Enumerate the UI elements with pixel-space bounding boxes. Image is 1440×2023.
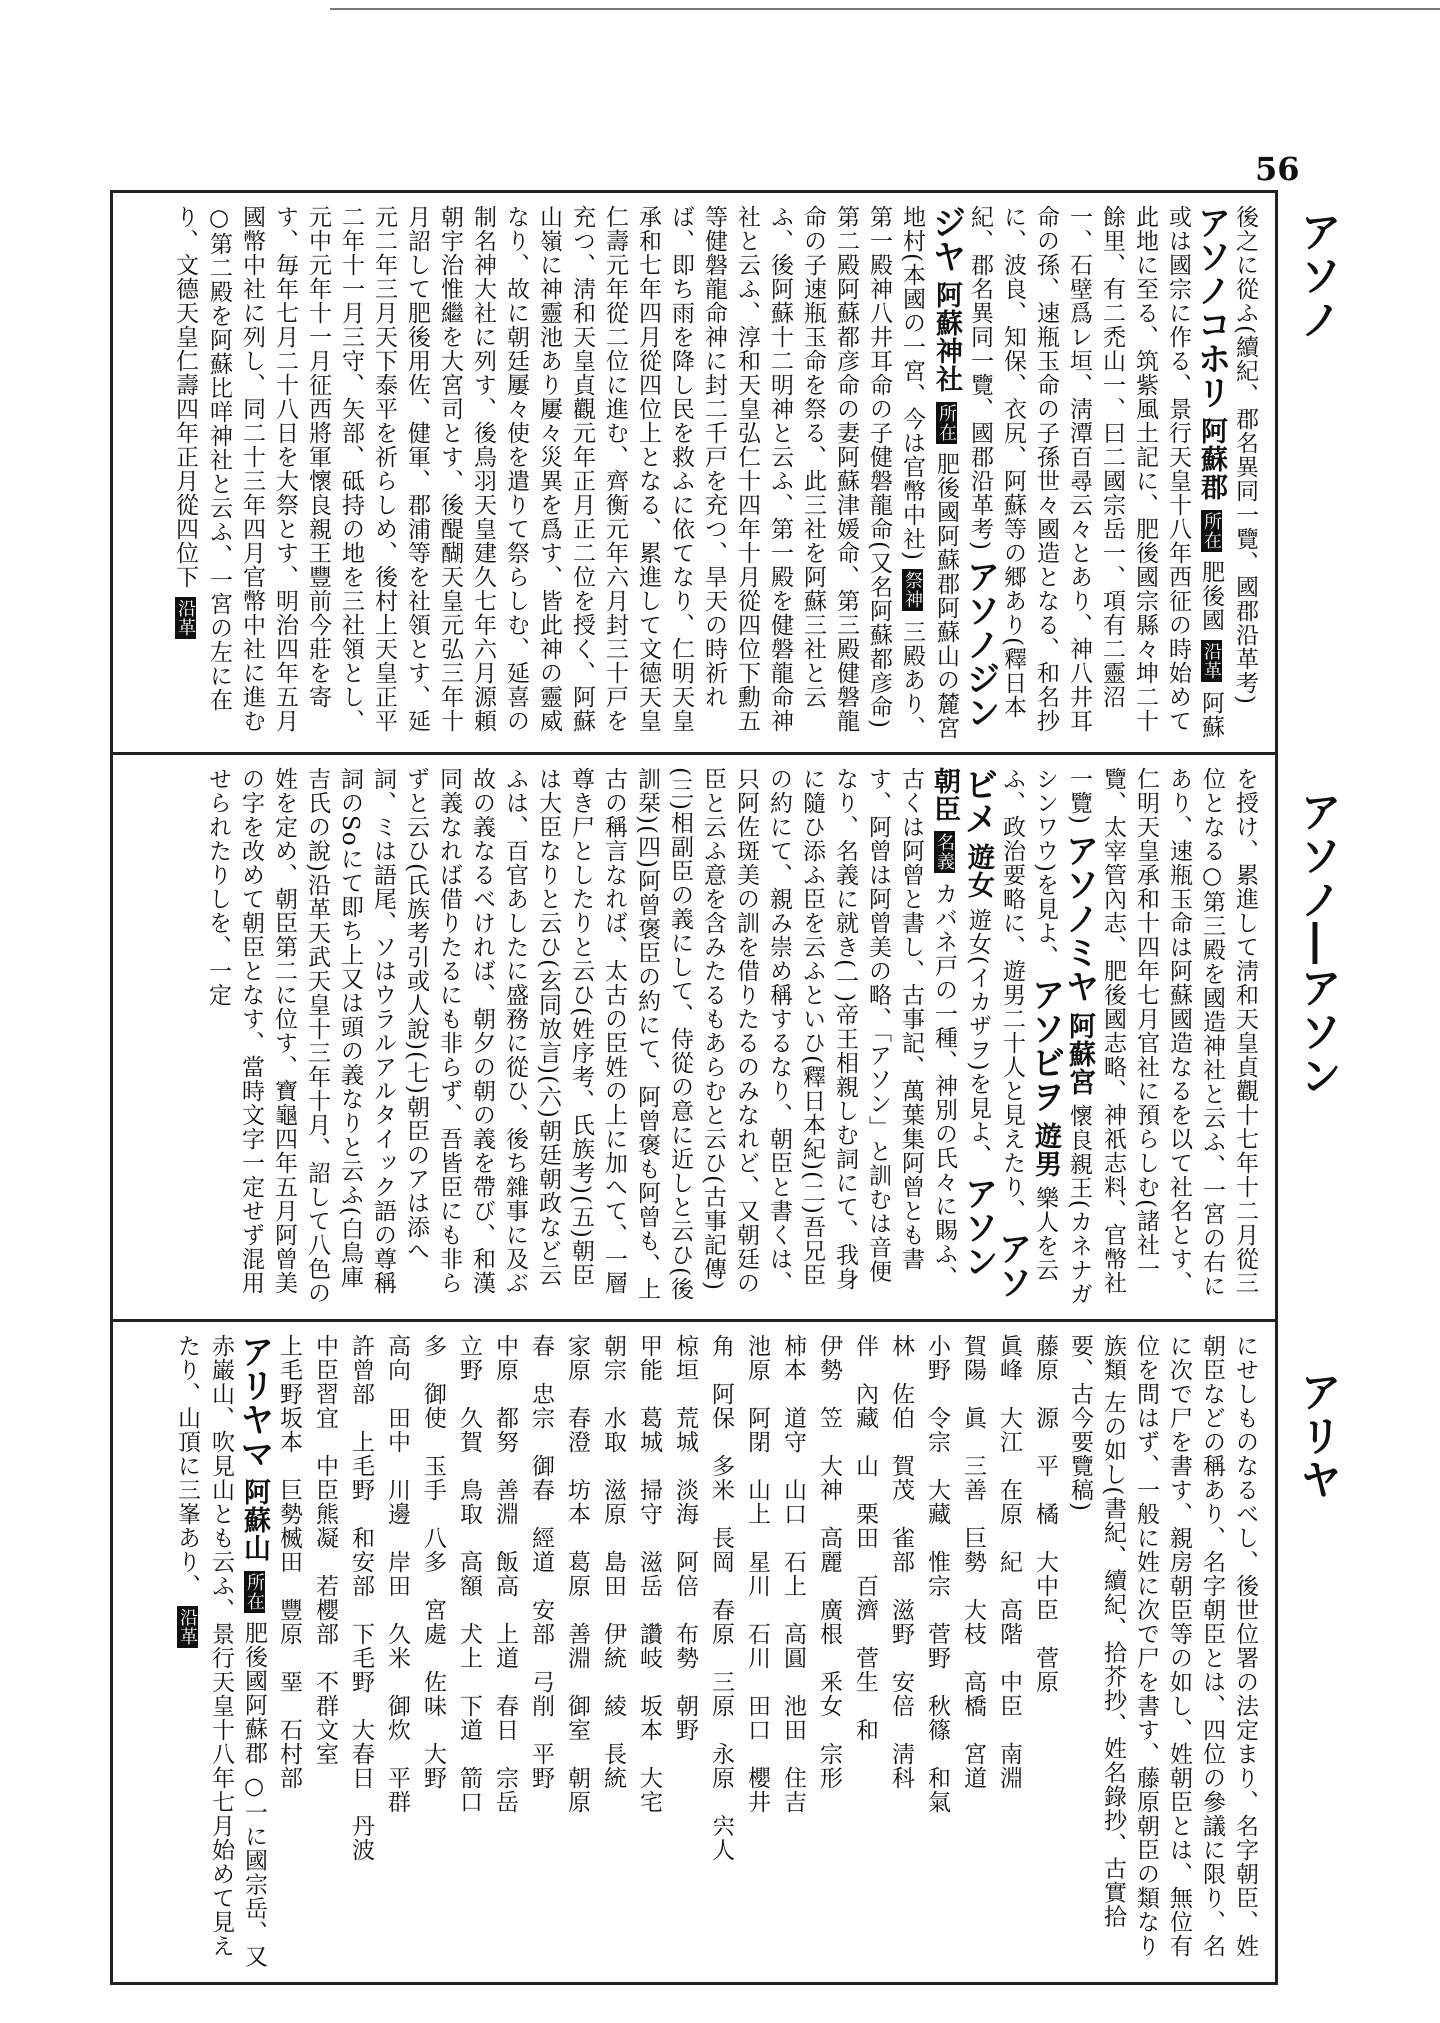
band-middle-text xyxy=(127,767,1261,1307)
surname-row: 伊勢 笠 大神 高麗 廣根 釆女 宗形 xyxy=(816,1334,842,1790)
tag-location: 所在 xyxy=(936,403,957,442)
continuation-text: 後之に從ふ(續紀、郡名異同一覽、國郡沿革考) xyxy=(1232,205,1258,705)
surname-list xyxy=(271,1334,1063,1970)
headword: アソノミヤ xyxy=(1059,833,1099,1004)
headword-kanji: 阿蘇郡 xyxy=(1196,417,1227,502)
tag-history: 沿革 xyxy=(175,599,196,638)
surname-row: 林 佐伯 賀茂 雀部 滋野 安倍 淸科 xyxy=(888,1334,914,1790)
band-bottom-text xyxy=(127,1334,1261,1970)
surname-row: 甲能 葛城 掃守 滋岳 讚岐 坂本 大宅 xyxy=(636,1334,662,1814)
surname-row: 多 御使 玉手 八多 宮處 佐味 大野 xyxy=(420,1334,446,1790)
surname-row: 柿本 道守 山口 石上 高圓 池田 住吉 xyxy=(780,1334,806,1814)
page-number: 56 xyxy=(1255,150,1300,188)
headword-kanji: 阿蘇山 xyxy=(239,1478,270,1563)
surname-row: 上毛野坂本 巨勢楲田 豐原 堊 石村部 xyxy=(276,1334,302,1790)
headword-kanji: 遊女 xyxy=(963,843,994,900)
surname-row: 伴 內藏 山 栗田 百濟 菅生 和 xyxy=(852,1334,878,1742)
entry-body: 三殿あり、第一殿神八井耳命の子健磐龍命(又名阿蘇都彦命)第二殿阿蘇都彦命の妻阿蘇津媛命、第三殿健磐龍命の子速瓶玉命を祭る、此三社を阿蘇三社と云ふ、後阿蘇十二明神と云ふ、第一殿を健磐龍命神社と云ふ、淳和天皇弘仁十四年十月從四位下勳五等健磐龍命神に封二千戸を充つ、旱天の時祈れば、即ち雨を降し民を救ふに依てなり、仁明天皇承和七年四月從四位上となる、累進して文德天皇仁壽元年從二位に進む、齊衡元年六月封三十戸を充つ、淸和天皇貞觀元年正月正二位を授く、阿蘇山嶺に神靈池あり屢々災異を爲す、皆此神の靈威なり、故に朝廷屢々使を遣りて祭らしむ、延喜の制名神大社に列す、後鳥羽天皇建久七年六月源頼朝宇治惟繼を大宮司とす、後醍醐天皇元弘三年十月詔して肥後用佐、健軍、郡浦等を社領とす、延元二年三月天下泰平を祈らしめ、後村上天皇正平二年十一月三守、矢部、砥持の地を三社領とし、元中元年十一月征西將軍懷良親王豐前今莊を寄す、毎年七月二十八日を大祭とす、明治四年五月國幣中社に列し、同二十三年四月官幣中社に進む○第二殿を阿蘇比咩神社と云ふ、一宮の左に在り、文德天皇仁壽四年正月從四位下 xyxy=(172,205,925,740)
entry-ariyama xyxy=(174,1334,274,1969)
headword: アソノコホリ xyxy=(1191,205,1231,409)
headword: アソン xyxy=(958,1175,998,1278)
tag-location: 所在 xyxy=(1201,511,1222,550)
surname-row: 中原 都努 善淵 飯高 上道 春日 宗岳 xyxy=(492,1334,518,1814)
headword-kanji: 阿蘇神社 xyxy=(931,281,962,394)
surname-row: 小野 令宗 大藏 惟宗 菅野 秋篠 和氣 xyxy=(924,1334,950,1814)
entry-asonokohori xyxy=(967,205,1231,739)
entry-body: 樂人を云ふ、政治要略に、遊男二十人と見えたり、 xyxy=(999,767,1058,1282)
entry-body: 阿蘇或は國宗に作る、景行天皇十八年西征の時始めて此地に至る、筑紫風土記に、肥後國宗縣々坤二十餘里、有二禿山一、曰二國宗岳一、項有二靈沼一、石壁爲レ垣、淸潭百尋云々とあり、神八井耳命の孫、速瓶玉命の子孫世々國造となる、和名抄に、波良、知保、衣尻、阿蘇等の郷あり(釋日本紀、郡名異同一覽、國郡沿革考) xyxy=(967,205,1224,739)
surname-row: 池原 阿閉 山上 星川 石川 田口 櫻井 xyxy=(744,1334,770,1814)
tag-history: 沿革 xyxy=(1201,642,1222,681)
entry-body: 懷良親王(カネナガシンワウ)を見よ、 xyxy=(1032,767,1092,1306)
location-text: 肥後國阿蘇郡 xyxy=(241,1620,267,1765)
entry-body: ○一に國宗岳、又赤巌山、吹見山とも云ふ、景行天皇十八年七月始めて見えたり、山頂に三峯あり、 xyxy=(174,1334,267,1969)
surname-row: 椋垣 荒城 淡海 阿倍 布勢 朝野 xyxy=(672,1334,698,1742)
surname-row: 賀陽 眞 三善 巨勢 大枝 高橋 宮道 xyxy=(960,1334,986,1790)
headword: アソビヲ xyxy=(1025,977,1065,1114)
continuation-text: を授け、累進して淸和天皇貞觀十七年十二月從三位となる○第三殿を國造神社と云ふ、一宮の右にあり、速瓶玉命は阿蘇國造なるを以て社名とす、仁明天皇承和十四年七月官社に預らしむ(諸社一覽、太宰管內志、肥後國志略、神祇志料、官幣社一覽) xyxy=(1066,767,1258,1298)
surname-row: 許曾部 上毛野 和安部 下毛野 大春日 丹波 xyxy=(348,1334,374,1862)
headword: アソビメ xyxy=(958,767,1032,1300)
tag-location: 所在 xyxy=(244,1572,265,1611)
surname-row: 家原 春澄 坊本 葛原 善淵 御室 朝原 xyxy=(564,1334,590,1814)
headword: アリヤマ xyxy=(234,1334,274,1470)
band-middle xyxy=(113,755,1275,1322)
headword-kanji: 朝臣 xyxy=(929,767,960,823)
headword-kanji: 遊男 xyxy=(1030,1121,1061,1178)
surname-row: 春 忠宗 御春 經道 安部 弓削 平野 xyxy=(528,1334,554,1790)
surname-row: 朝宗 水取 滋原 島田 伊統 綾 長統 xyxy=(600,1334,626,1790)
surname-row: 中臣習宜 中臣熊凝 若櫻部 不群文室 xyxy=(312,1334,338,1766)
location-text: 肥後國 xyxy=(1198,559,1224,632)
tag-history: 沿革 xyxy=(177,1608,198,1647)
top-rule xyxy=(330,8,1440,10)
band-bottom xyxy=(113,1322,1275,1982)
running-head-1: アソノ xyxy=(1294,210,1343,342)
entry-body: 遊女(イカザヲ)を見よ、 xyxy=(965,907,991,1168)
surname-row: 角 阿保 多米 長岡 春原 三原 永原 宍人 xyxy=(708,1334,734,1862)
entry-asonojinja xyxy=(172,205,1000,740)
tag-meaning: 名義 xyxy=(934,833,955,872)
surname-row: 藤原 源 平 橘 大中臣 菅原 xyxy=(1032,1334,1058,1694)
entry-body: カバネ戸の一種、神別の氏々に賜ふ、古くは阿曾と書し、古事記、萬葉集阿曾とも書す、阿曾は阿曾美の略、「アソン」と訓むは音便なり、名義に就き(一)帝王相親しむ詞にて、我身に隨ひ添ふ臣を云ふといひ(釋日本紀)(二)吾兄臣の約にて、親み崇め稱するなり、朝臣と書くは、只阿佐斑美の訓を借りたるのみなれど、又朝廷の臣と云ふ意を含みたるもあらむと云ひ(古事記傳)(三)相副臣の義にして、侍從の意に近しと云ひ(後訓栞)(四)阿曾褒臣の約にて、阿曾褒も阿曾も、上古の稱言なれば、太古の臣姓の上に加へて、一層尊き尸としたりと云ひ(姓序考、氏族考)(五)朝臣は大臣なりと云ひ(玄同放言)(六)朝廷朝政など云ふは、百官あしたに盛務に從ひ、後ち雜事に及ぶ故の義なるべければ、朝夕の朝の義を帶び、和漢同義なれば借りたるにも非らず、吾皆臣にも非らずと云ひ(氏族考引或人說)(七)朝臣のアは添へ詞、ミは語尾、ソはウラルアルタイック語の尊稱詞のSoにて即ち上又は頭の義なりと云ふ(白鳥庫吉氏の說)沿革天武天皇十三年十月、詔して八色の姓を定め、朝臣第二に位す、寶龜四年五月阿曾美の字を改めて朝臣となす、當時文字一定せず混用せられたりしを、一定 xyxy=(205,767,957,1305)
surname-row: 立野 久賀 鳥取 高額 犬上 下道 箭口 xyxy=(456,1334,482,1814)
continuation-text: にせしものなるべし、後世位署の法定まり、名字朝臣、姓朝臣などの稱あり、名字朝臣とは、四位の參議に限り、名に次で尸を書す、親房朝臣等の如し、姓朝臣とは、無位有位を問はず、一般に姓に次で尸を書す、藤原朝臣の類なり 族類 左の如し(書紀、續紀、拾芥抄、姓名錄抄、古實拾要、古今要覽稿) xyxy=(1067,1334,1258,1958)
surname-row: 眞峰 大江 在原 紀 高階 中臣 南淵 xyxy=(996,1334,1022,1790)
headword: アソノジンジヤ xyxy=(926,205,1000,730)
headword-kanji: 阿蘇宮 xyxy=(1064,1011,1095,1096)
dictionary-frame xyxy=(110,190,1278,1985)
running-head-2: アソノ―アソン xyxy=(1294,790,1343,1098)
surname-row: 高向 田中 川邊 岸田 久米 御炊 平群 xyxy=(384,1334,410,1814)
band-top-text xyxy=(127,205,1261,740)
tag-deity: 祭神 xyxy=(902,571,923,610)
location-text: 肥後國阿蘇郡阿蘇山の麓宮地村(本國の一宮、今は官幣中社) xyxy=(899,205,959,740)
band-top xyxy=(113,193,1275,755)
running-head-3: アリヤ xyxy=(1294,1370,1343,1502)
